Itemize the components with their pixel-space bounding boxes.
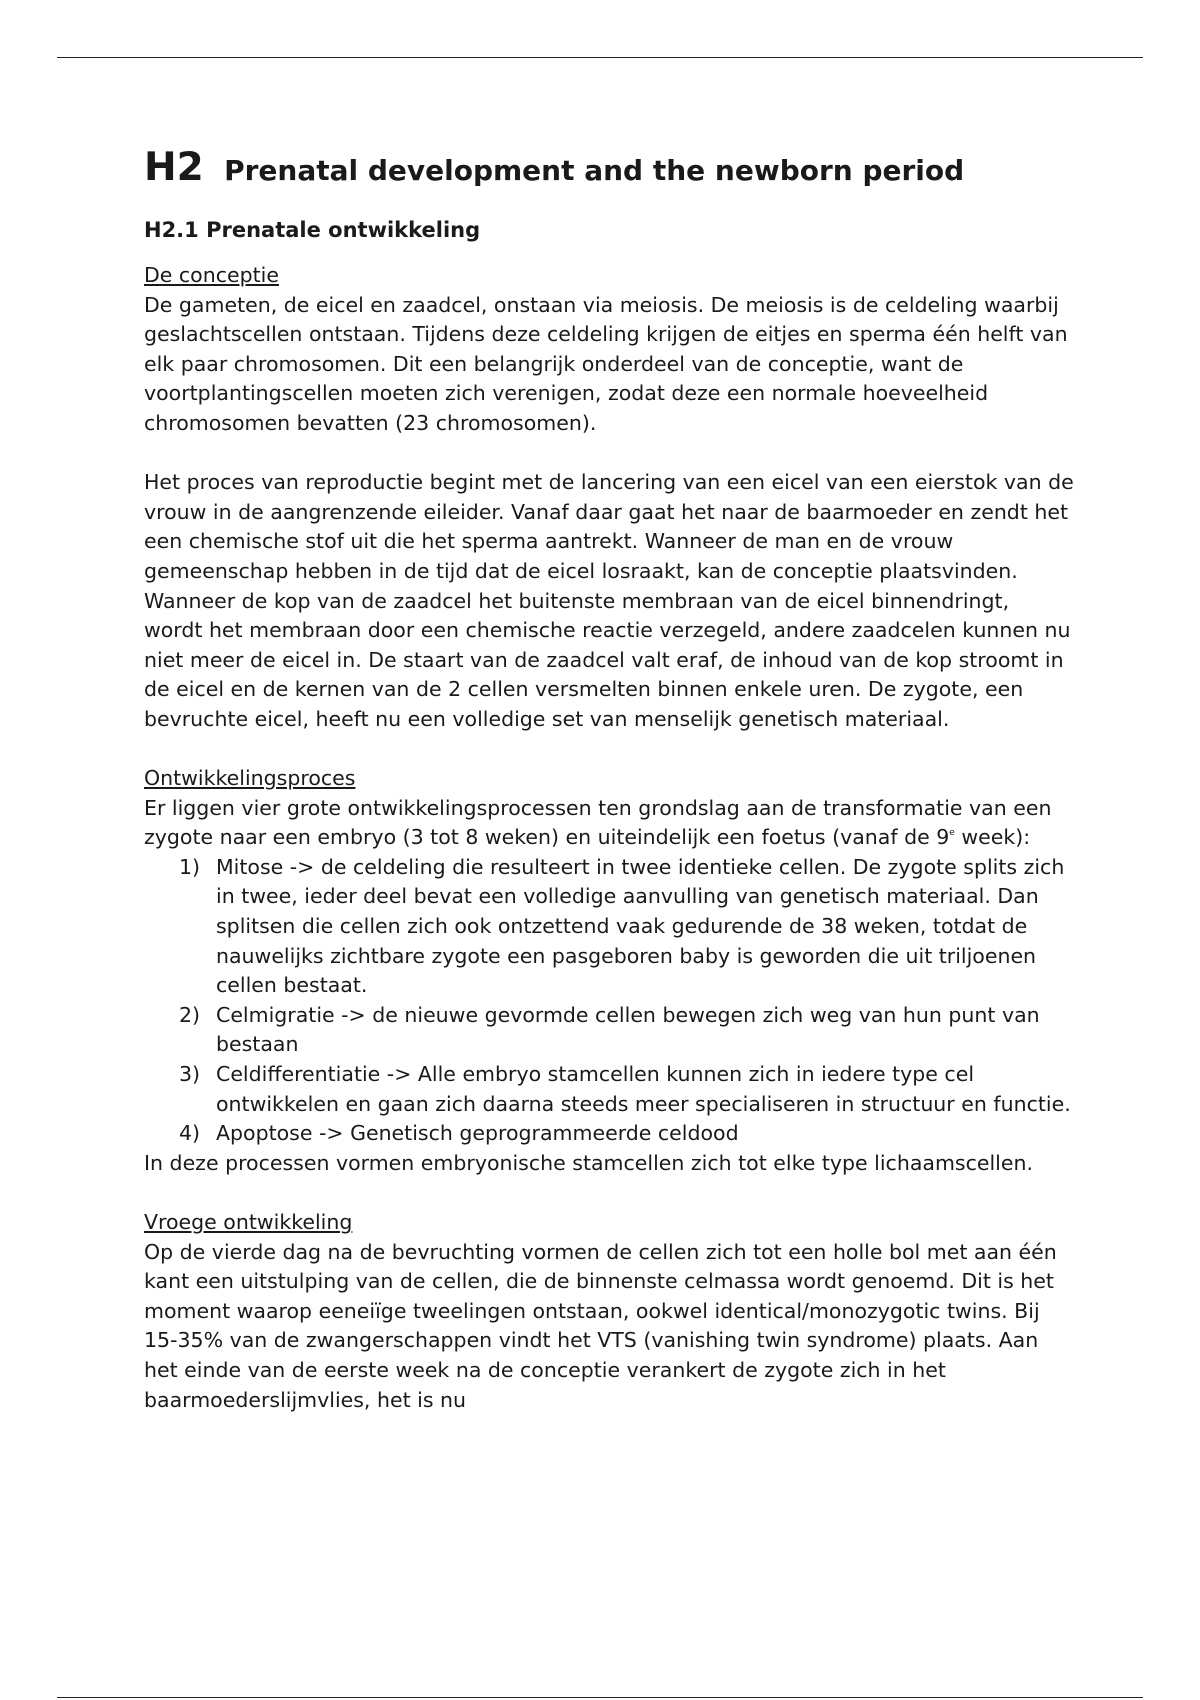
- conceptie-paragraph-1: De gameten, de eicel en zaadcel, onstaan via meiosis. De meiosis is de celdeling waarbij geslachtscellen ontstaan. Tijdens deze celdeling krijgen de eitjes en sperma één helft van elk paar chromosomen. Dit een belangrijk onderdeel van de conceptie, want de voortplantingscellen moeten zich verenigen, zodat deze een normale hoeveelheid chromosomen bevatten (23 chromosomen).: [144, 292, 1068, 435]
- chapter-number: H2: [144, 145, 204, 190]
- ontwikkelingsproces-outro: In deze processen vormen embryonische stamcellen zich tot elke type lichaamscellen.: [144, 1150, 1033, 1175]
- list-item-text: Mitose -> de celdeling die resulteert in twee identieke cellen. De zygote splits zich in twee, ieder deel bevat een volledige aanvulling van genetisch materiaal. Dan splitsen die cellen zich ook ontzettend vaak gedurende de 38 weken, totdat de nauwelijks zichtbare zygote een pasgeboren baby is geworden die uit triljoenen cellen bestaat.: [216, 854, 1065, 998]
- conceptie-paragraph-2: Het proces van reproductie begint met de lancering van een eicel van een eierstok van de vrouw in de aangrenzende eileider. Vanaf daar gaat het naar de baarmoeder en zendt het een chemische stof uit die het sperma aantrekt. Wanneer de man en de vrouw gemeenschap hebben in de tijd dat de eicel losraakt, kan de conceptie plaatsvinden. Wanneer de kop van de zaadcel het buitenste membraan van de eicel binnendringt, wordt het membraan door een chemische reactie verzegeld, andere zaadcelen kunnen nu niet meer de eicel in. De staart van de zaadcel valt eraf, de inhoud van de kop stroomt in de eicel en de kernen van de 2 cellen versmelten binnen enkele uren. De zygote, een bevruchte eicel, heeft nu een volledige set van menselijk genetisch materiaal.: [144, 470, 1074, 731]
- list-number: 4): [179, 1121, 201, 1146]
- list-item-text: Celdifferentiatie -> Alle embryo stamcellen kunnen zich in iedere type cel ontwikkelen en gaan zich daarna steeds meer specialiseren in structuur en functie.: [216, 1062, 1071, 1116]
- list-number: 3): [179, 1062, 201, 1087]
- document-body: [144, 140, 1074, 1415]
- conceptie-title: De conceptie: [144, 263, 279, 287]
- chapter-title: Prenatal development and the newborn period: [224, 154, 965, 187]
- bottom-rule: [57, 1697, 1143, 1698]
- process-list: [144, 853, 1074, 1149]
- list-item: [144, 1001, 1074, 1060]
- list-item: [144, 1119, 1074, 1149]
- list-item-text: Apoptose -> Genetisch geprogrammeerde celdood: [216, 1121, 739, 1146]
- ontwikkelingsproces-title: Ontwikkelingsproces: [144, 766, 356, 791]
- ontwikkelingsproces-intro: [144, 794, 1074, 853]
- vroege-ontwikkeling-title: Vroege ontwikkeling: [144, 1210, 353, 1234]
- page-title: [144, 140, 1074, 197]
- vroege-ontwikkeling-paragraph: Op de vierde dag na de bevruchting vormen de cellen zich tot een holle bol met aan één kant een uitstulping van de cellen, die de binnenste celmassa wordt genoemd. Dit is het moment waarop eeneiïge tweelingen ontstaan, ookwel identical/monozygotic twins. Bij 15-35% van de zwangerschappen vindt het VTS (vanishing twin syndrome) plaats. Aan het einde van de eerste week na de conceptie verankert de zygote zich in het baarmoederslijmvlies, het is nu: [144, 1239, 1057, 1412]
- list-number: 2): [179, 1002, 201, 1027]
- ordinal-superscript: e: [949, 828, 955, 839]
- list-item: [144, 853, 1074, 1001]
- top-rule: [57, 57, 1143, 58]
- list-item-text: Celmigratie -> de nieuwe gevormde cellen bewegen zich weg van hun punt van bestaan: [216, 1002, 1040, 1057]
- intro-text: Er liggen vier grote ontwikkelingsprocessen ten grondslag aan de transformatie van een zygote naar een embryo (3 tot 8 weken) en uiteindelijk een foetus (vanaf de 9: [144, 795, 1052, 850]
- list-item: [144, 1060, 1074, 1119]
- list-number: 1): [179, 854, 201, 879]
- intro-text-end: week):: [954, 825, 1031, 850]
- section-heading: H2.1 Prenatale ontwikkeling: [144, 218, 481, 242]
